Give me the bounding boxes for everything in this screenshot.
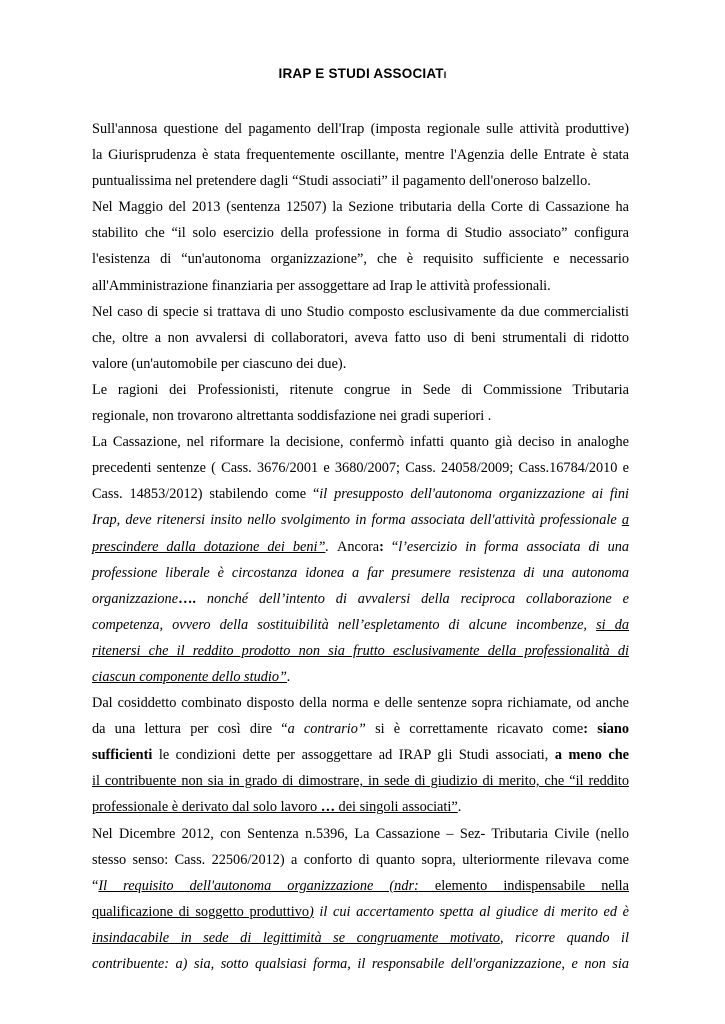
text-segment: professionale è derivato dal solo lavoro <box>92 799 321 816</box>
text-segment: stabilito che “il solo esercizio della professione in forma di Studio associato” configura <box>92 225 629 242</box>
text-line <box>92 116 629 142</box>
text-segment: a contrario” <box>287 721 366 738</box>
text-segment: Il requisito dell'autonoma organizzazione (ndr: <box>98 877 419 894</box>
text-segment: Cass. 14853/2012) stabilendo come “ <box>92 486 320 503</box>
text-line <box>92 560 629 586</box>
document-title <box>0 66 725 81</box>
title-text: IRAP E STUDI ASSOCIAT <box>278 66 444 81</box>
text-line <box>92 273 629 299</box>
text-segment: la Giurisprudenza è stata frequentemente oscillante, mentre l'Agenzia delle Entrate è stata <box>92 147 629 164</box>
text-line <box>92 194 629 220</box>
text-segment: : <box>583 721 589 738</box>
text-segment: il presupposto dell'autonoma organizzazione ai fini <box>319 486 629 503</box>
text-line <box>92 168 629 194</box>
text-line <box>92 351 629 377</box>
text-segment: ritenersi che il reddito prodotto non sia frutto esclusivamente della professionalità di <box>92 642 629 659</box>
text-line <box>92 664 629 690</box>
text-segment: Nel caso di specie si trattava di uno Studio composto esclusivamente da due commercialisti <box>92 303 629 320</box>
text-line <box>92 325 629 351</box>
text-segment: regionale, non trovarono altrettanta soddisfazione nei gradi superiori . <box>92 408 492 425</box>
text-line <box>92 403 629 429</box>
text-segment: prescindere dalla dotazione dei beni” <box>92 538 326 555</box>
text-line <box>92 690 629 716</box>
text-segment: precedenti sentenze ( Cass. 3676/2001 e 3680/2007; Cass. 24058/2009; Cass.16784/2010 e <box>92 460 629 477</box>
text-segment: nonché dell’intento di avvalersi della reciproca collaborazione e <box>195 590 629 607</box>
text-line <box>92 534 629 560</box>
text-line <box>92 586 629 612</box>
text-segment: , ricorre quando il <box>499 929 629 946</box>
text-line <box>92 507 629 533</box>
text-segment: sufficienti <box>92 747 153 764</box>
text-segment: si è correttamente ricavato come <box>365 721 584 738</box>
text-line <box>92 847 629 873</box>
text-segment: professione liberale è circostanza idonea a far presumere resistenza di una autonoma <box>92 564 629 581</box>
document-body <box>92 116 629 977</box>
text-segment: elemento indispensabile nella <box>418 877 629 894</box>
text-segment: ciascun componente dello studio” <box>92 668 287 685</box>
text-segment: ) <box>309 903 314 920</box>
text-segment: a <box>621 512 629 529</box>
text-segment: “ <box>383 538 399 555</box>
text-segment: puntualissima nel pretendere dagli “Studi associati” il pagamento dell'oneroso balzello. <box>92 173 591 190</box>
text-segment: organizzazione <box>92 590 179 607</box>
text-line <box>92 246 629 272</box>
text-segment: Le ragioni dei Professionisti, ritenute congrue in Sede di Commissione Tributaria <box>92 381 629 398</box>
text-segment: da una lettura per così dire “ <box>92 721 288 738</box>
text-segment: valore (un'automobile per ciascuno dei due). <box>92 355 347 372</box>
text-segment: le condizioni dette per assoggettare ad IRAP gli Studi associati, <box>152 747 555 764</box>
text-segment: Ancora <box>337 538 380 555</box>
text-segment: il cui accertamento spetta al giudice di merito ed è <box>313 903 629 920</box>
text-line <box>92 716 629 742</box>
text-segment: : <box>379 538 384 555</box>
text-line <box>92 768 629 794</box>
text-segment: a meno che <box>554 747 630 764</box>
text-segment: l’esercizio in forma associata di una <box>398 538 630 555</box>
text-segment: qualificazione di soggetto produttivo <box>92 903 310 920</box>
text-line <box>92 612 629 638</box>
text-segment: . <box>286 668 291 685</box>
text-line <box>92 821 629 847</box>
text-segment: Nel Dicembre 2012, con Sentenza n.5396, La Cassazione – Sez- Tributaria Civile (nello <box>92 825 629 842</box>
text-segment: stesso senso: Cass. 22506/2012) a conforto di quanto sopra, ulteriormente rilevava come <box>92 851 629 868</box>
text-line <box>92 481 629 507</box>
text-segment: “ <box>92 877 99 894</box>
text-line <box>92 638 629 664</box>
text-segment: che, oltre a non avvalersi di collaboratori, aveva fatto uso di beni strumentali di ridotto <box>92 329 629 346</box>
text-segment: Dal cosiddetto combinato disposto della norma e delle sentenze sopra richiamate, od anche <box>92 695 629 712</box>
text-segment: contribuente: a) sia, sotto qualsiasi forma, il responsabile dell'organizzazione, e non sia <box>92 956 629 972</box>
text-segment: Irap, deve ritenersi insito nello svolgimento in forma associata dell'attività professionale <box>92 512 622 529</box>
text-segment <box>588 721 597 737</box>
title-tail: I <box>443 70 447 80</box>
text-segment: l'esistenza di “un'autonoma organizzazione”, che è requisito sufficiente e necessario <box>92 251 629 268</box>
text-segment: si da <box>596 616 629 633</box>
text-line <box>92 220 629 246</box>
text-line <box>92 142 629 168</box>
text-line <box>92 925 629 951</box>
text-segment: La Cassazione, nel riformare la decisione, confermò infatti quanto già deciso in analoghe <box>92 434 629 451</box>
text-line <box>92 951 629 977</box>
text-line <box>92 377 629 403</box>
text-segment: dei singoli associati” <box>334 799 458 816</box>
text-line <box>92 899 629 925</box>
text-line <box>92 455 629 481</box>
text-segment: . <box>325 538 337 555</box>
text-line <box>92 742 629 768</box>
text-segment: competenza, ovvero della sostituibilità nell’espletamento di alcune incombenze, <box>92 616 597 633</box>
text-segment: insindacabile in sede di legittimità se congruamente motivato <box>92 929 500 946</box>
text-line <box>92 429 629 455</box>
text-line <box>92 299 629 325</box>
text-line <box>92 873 629 899</box>
text-segment: siano <box>597 721 629 738</box>
text-segment: all'Amministrazione finanziaria per assoggettare ad Irap le attività professionali. <box>92 277 551 294</box>
text-segment: . <box>457 799 462 816</box>
text-segment: il contribuente non sia in grado di dimostrare, in sede di giudizio di merito, che “il reddito <box>92 773 629 790</box>
text-segment: … <box>320 799 335 816</box>
text-segment: …. <box>178 590 196 607</box>
text-segment: Nel Maggio del 2013 (sentenza 12507) la Sezione tributaria della Corte di Cassazione ha <box>92 199 629 216</box>
text-line <box>92 794 629 820</box>
text-segment: Sull'annosa questione del pagamento dell'Irap (imposta regionale sulle attività produttive) <box>92 121 629 137</box>
